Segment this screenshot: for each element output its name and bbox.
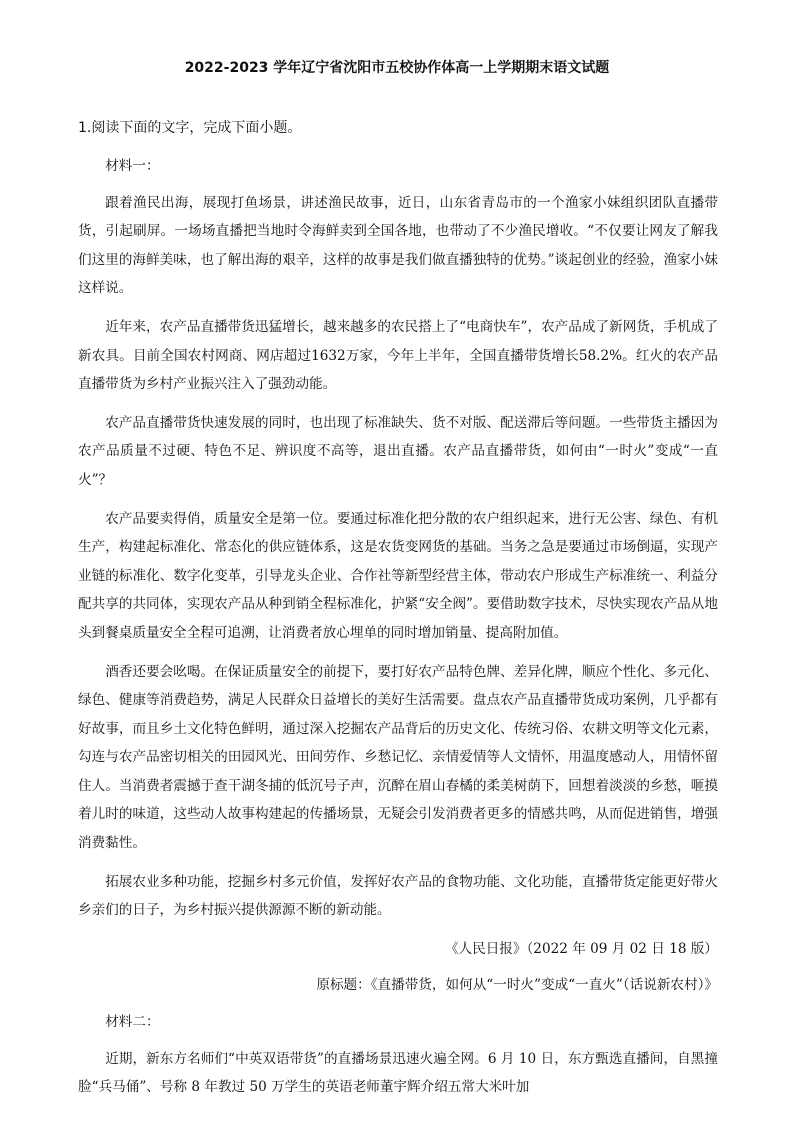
paragraph: 跟着渔民出海，展现打鱼场景，讲述渔民故事，近日，山东省青岛市的一个渔家小妹组织团队直播带货，引起刷屏。一场场直播把当地时令海鲜卖到全国各地，也带动了不少渔民增收。“不仅要让网友了解我们这里的海鲜美味，也了解出海的艰辛，这样的故事是我们做直播独特的优势。”谈起创业的经验，渔家小妹这样说。	[78, 194, 718, 297]
material-two-label: 材料二：	[105, 1014, 160, 1031]
original-title: 原标题：《直播带货，如何从“一时火”变成“一直火”（话说新农村）》	[316, 977, 718, 994]
document-title: 2022-2023 学年辽宁省沈阳市五校协作体高一上学期期末语文试题	[184, 60, 610, 76]
question-heading: 1.阅读下面的文字，完成下面小题。	[78, 120, 302, 136]
paragraph: 农产品要卖得俏，质量安全是第一位。要通过标准化把分散的农户组织起来，进行无公害、绿色、有机生产，构建起标准化、常态化的供应链体系，这是农货变网货的基础。当务之急是要通过市场倒逼，实现产业链的标准化、数字化变革，引导龙头企业、合作社等新型经营主体，带动农户形成生产标准统一、利益分配共享的共同体，实现农产品从种到销全程标准化，护紧“安全阀”。要借助数字技术，尽快实现农产品从地头到餐桌质量安全全程可追溯，让消费者放心埋单的同时增加销量、提高附加值。	[78, 510, 718, 641]
paragraph: 近年来，农产品直播带货迅猛增长，越来越多的农民搭上了“电商快车”，农产品成了新网货，手机成了新农具。目前全国农村网商、网店超过1632万家，今年上半年，全国直播带货增长58.2%。红火的农产品直播带货为乡村产业振兴注入了强劲动能。	[78, 318, 718, 393]
paragraph: 酒香还要会吆喝。在保证质量安全的前提下，要打好农产品特色牌、差异化牌，顺应个性化、多元化、绿色、健康等消费趋势，满足人民群众日益增长的美好生活需要。盘点农产品直播带货成功案例，几乎都有好故事，而且乡土文化特色鲜明，通过深入挖掘农产品背后的历史文化、传统习俗、农耕文明等文化元素，勾连与农产品密切相关的田园风光、田间劳作、乡愁记忆、亲情爱情等人文情怀，用温度感动人，用情怀留住人。当消费者震撼于查干湖冬捕的低沉号子声，沉醉在眉山春橘的柔美树荫下，回想着淡淡的乡愁，咂摸着儿时的味道，这些动人故事构建起的传播场景，无疑会引发消费者更多的情感共鸣，从而促进销售，增强消费黏性。	[78, 663, 718, 852]
reading-content	[78, 152, 718, 1112]
material-one-label: 材料一：	[105, 158, 160, 174]
paragraph: 农产品直播带货快速发展的同时，也出现了标准缺失、货不对版、配送滞后等问题。一些带货主播因为农产品质量不过硬、特色不足、辨识度不高等，退出直播。农产品直播带货，如何由“一时火”变成“一直火”？	[78, 414, 718, 488]
paragraph: 拓展农业多种功能，挖掘乡村多元价值，发挥好农产品的食物功能、文化功能，直播带货定能更好带火乡亲们的日子，为乡村振兴提供源源不断的新动能。	[78, 873, 718, 919]
source-citation: 《人民日报》（2022 年 09 月 02 日 18 版）	[444, 940, 718, 957]
paragraph: 近期，新东方名师们“中英双语带货”的直播场景迅速火遍全网。6 月 10 日，东方甄选直播间，自黑撞脸“兵马俑”、号称 8 年教过 50 万学生的英语老师董宇辉介绍五常大米叶加	[78, 1050, 718, 1096]
